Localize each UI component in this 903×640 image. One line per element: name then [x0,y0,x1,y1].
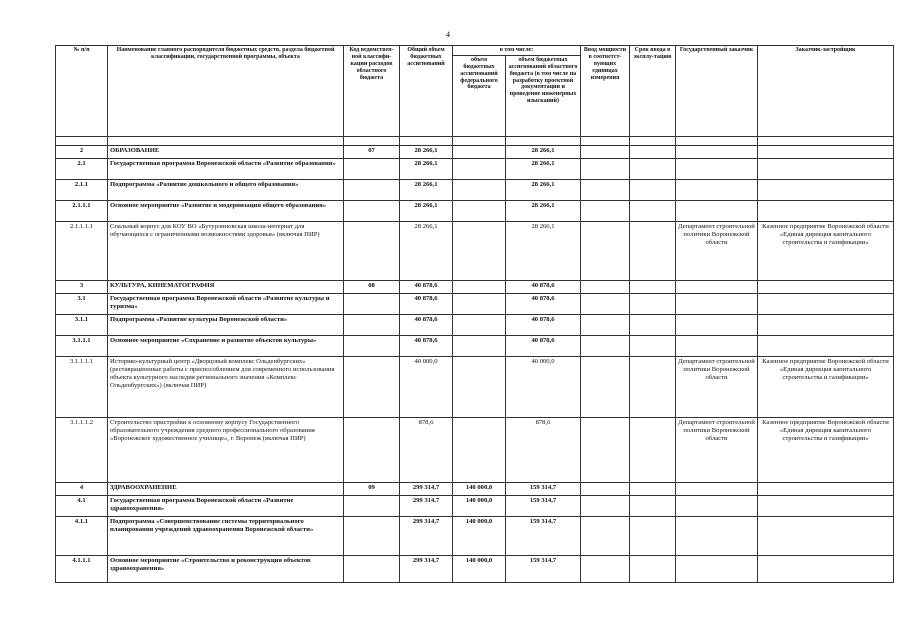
cell-deadline [630,495,676,516]
col-code-header: Код ведомствен-ной классифи-кации расходов областного бюджета [344,46,400,137]
cell-total: 299 314,7 [400,516,453,555]
cell-developer [758,335,894,356]
col-including-header: в том числе: [453,46,581,56]
cell-deadline [630,314,676,335]
col-name-header: Наименование главного распорядителя бюджетных средств, раздела бюджетной классификации, государственной программы, объекта [108,46,344,137]
cell-customer [676,293,758,314]
cell-federal [453,335,506,356]
cell-deadline [630,417,676,482]
cell-capacity [581,145,630,158]
col-federal-header: объем бюджетных ассигнований федерального бюджета [453,55,506,136]
cell-num: 3.1 [56,293,108,314]
cell-customer [676,158,758,179]
cell-customer [676,280,758,293]
cell-developer [758,200,894,221]
cell-capacity [581,356,630,417]
cell-developer [758,314,894,335]
cell-customer: Департамент строительной политики Воронежской области [676,221,758,280]
table-row [56,482,894,495]
table-row [56,221,894,280]
cell-num: 3.1.1.1.1 [56,356,108,417]
cell-capacity [581,221,630,280]
col-total-header: Общий объем бюджетных ассигнований [400,46,453,137]
cell-capacity [581,516,630,555]
cell-code [344,293,400,314]
cell-regional: 40 878,6 [506,314,581,335]
cell-customer [676,200,758,221]
cell-customer: Департамент строительной политики Воронежской области [676,356,758,417]
cell-developer [758,495,894,516]
cell-deadline [630,145,676,158]
cell-total: 40 878,6 [400,314,453,335]
cell-code [344,221,400,280]
table-row [56,200,894,221]
cell-capacity [581,482,630,495]
cell-developer [758,145,894,158]
cell-total: 28 266,1 [400,145,453,158]
cell-num: 2 [56,145,108,158]
spacer-row [56,136,894,145]
cell-num: 4.1.1 [56,516,108,555]
cell-deadline [630,280,676,293]
cell-federal [453,221,506,280]
cell-name: Государственная программа Воронежской области «Развитие здравоохранения» [108,495,344,516]
cell-deadline [630,516,676,555]
cell-total: 40 878,6 [400,293,453,314]
cell-code [344,200,400,221]
cell-num: 4.1 [56,495,108,516]
cell-capacity [581,280,630,293]
cell-total: 299 314,7 [400,495,453,516]
table-row [56,356,894,417]
cell-deadline [630,179,676,200]
cell-total: 299 314,7 [400,482,453,495]
table-row [56,335,894,356]
table-row [56,314,894,335]
cell-num: 2.1.1.1.1 [56,221,108,280]
cell-capacity [581,179,630,200]
cell-federal [453,200,506,221]
cell-capacity [581,555,630,582]
cell-customer [676,335,758,356]
table-row [56,293,894,314]
table-row [56,158,894,179]
table-row [56,145,894,158]
header-row [56,46,894,56]
cell-customer [676,314,758,335]
cell-developer [758,280,894,293]
cell-customer [676,145,758,158]
cell-name: КУЛЬТУРА, КИНЕМАТОГРАФИЯ [108,280,344,293]
cell-regional: 28 266,1 [506,221,581,280]
page-number: 4 [446,30,450,39]
cell-capacity [581,200,630,221]
cell-code [344,314,400,335]
cell-num: 4.1.1.1 [56,555,108,582]
col-num-header: № п/п [56,46,108,137]
cell-name: Подпрограмма «Совершенствование системы территориального планирования учреждений здравоохранения Воронежской области» [108,516,344,555]
cell-developer [758,482,894,495]
cell-customer [676,555,758,582]
col-capacity-header: Ввод мощности в соответст-вующих единицах измерения [581,46,630,137]
col-developer-header: Заказчик-застройщик [758,46,894,137]
cell-deadline [630,158,676,179]
cell-regional: 28 266,1 [506,145,581,158]
cell-num: 2.1.1.1 [56,200,108,221]
cell-deadline [630,555,676,582]
col-regional-header: объем бюджетных ассигнований областного бюджета (в том числе на разработку проектной документации и проведение инженерных изысканий) [506,55,581,136]
cell-code [344,495,400,516]
cell-deadline [630,200,676,221]
cell-regional: 40 878,6 [506,280,581,293]
cell-regional: 40 878,6 [506,293,581,314]
cell-regional: 159 314,7 [506,555,581,582]
cell-total: 40 000,0 [400,356,453,417]
cell-total: 28 266,1 [400,200,453,221]
cell-code: 09 [344,482,400,495]
cell-total: 28 266,1 [400,179,453,200]
cell-customer: Департамент строительной политики Воронежской области [676,417,758,482]
table-row [56,417,894,482]
cell-name: Строительство пристройки к основному корпусу Государственного образовательного учреждения среднего профессионального образования «Воронежское художественное училище», г. Воронеж (включая ПИР) [108,417,344,482]
cell-customer [676,516,758,555]
cell-code [344,158,400,179]
cell-deadline [630,356,676,417]
cell-total: 28 266,1 [400,221,453,280]
cell-federal [453,280,506,293]
cell-customer [676,482,758,495]
cell-name: Основное мероприятие «Развитие и модернизация общего образования» [108,200,344,221]
table-row [56,516,894,555]
cell-federal [453,417,506,482]
cell-name: Историко-культурный центр «Дворцовый комплекс Ольденбургских» (реставрационные работы с приспособлением для современного использования объекта культурного наследия регионального значения «Комплекс Ольденбургских») (включая ПИР) [108,356,344,417]
cell-name: Подпрограмма «Развитие культуры Воронежской области» [108,314,344,335]
cell-customer [676,179,758,200]
cell-regional: 878,6 [506,417,581,482]
cell-capacity [581,314,630,335]
cell-name: ЗДРАВООХРАНЕНИЕ [108,482,344,495]
cell-code [344,335,400,356]
cell-federal: 140 000,0 [453,555,506,582]
cell-code [344,179,400,200]
cell-developer: Казенное предприятие Воронежской области «Единая дирекция капитального строительства и газификации» [758,221,894,280]
cell-capacity [581,158,630,179]
cell-regional: 28 266,1 [506,200,581,221]
cell-capacity [581,293,630,314]
cell-customer [676,495,758,516]
cell-total: 878,6 [400,417,453,482]
cell-federal [453,145,506,158]
cell-total: 28 266,1 [400,158,453,179]
cell-num: 3 [56,280,108,293]
table-row [56,495,894,516]
cell-federal [453,293,506,314]
cell-num: 3.1.1 [56,314,108,335]
cell-federal [453,179,506,200]
cell-developer: Казенное предприятие Воронежской области «Единая дирекция капитального строительства и газификации» [758,356,894,417]
cell-developer [758,179,894,200]
cell-regional: 159 314,7 [506,482,581,495]
col-customer-header: Государственный заказчик [676,46,758,137]
cell-code: 07 [344,145,400,158]
cell-deadline [630,335,676,356]
cell-total: 40 878,6 [400,280,453,293]
col-deadline-header: Срок ввода в эксплу-тацию [630,46,676,137]
cell-total: 299 314,7 [400,555,453,582]
cell-regional: 28 266,1 [506,158,581,179]
cell-federal: 140 000,0 [453,516,506,555]
cell-developer [758,555,894,582]
cell-name: Основное мероприятие «Сохранение и развитие объектов культуры» [108,335,344,356]
cell-code: 08 [344,280,400,293]
cell-developer [758,158,894,179]
cell-num: 2.1 [56,158,108,179]
cell-developer: Казенное предприятие Воронежской области «Единая дирекция капитального строительства и газификации» [758,417,894,482]
cell-deadline [630,482,676,495]
cell-code [344,417,400,482]
cell-deadline [630,293,676,314]
cell-federal [453,314,506,335]
cell-capacity [581,417,630,482]
cell-num: 3.1.1.1.2 [56,417,108,482]
cell-federal [453,356,506,417]
cell-deadline [630,221,676,280]
cell-developer [758,516,894,555]
cell-federal: 140 000,0 [453,482,506,495]
cell-regional: 40 000,0 [506,356,581,417]
cell-name: Спальный корпус для КОУ ВО «Бутурлиновская школа-интернат для обучающихся с ограниченными возможностями здоровья» (включая ПИР) [108,221,344,280]
cell-capacity [581,335,630,356]
cell-federal [453,158,506,179]
cell-name: ОБРАЗОВАНИЕ [108,145,344,158]
cell-name: Государственная программа Воронежской области «Развитие культуры и туризма» [108,293,344,314]
cell-regional: 40 878,6 [506,335,581,356]
table-row [56,280,894,293]
cell-developer [758,293,894,314]
table-row [56,179,894,200]
cell-regional: 28 266,1 [506,179,581,200]
cell-total: 40 878,6 [400,335,453,356]
cell-federal: 140 000,0 [453,495,506,516]
cell-name: Подпрограмма «Развитие дошкольного и общего образования» [108,179,344,200]
cell-name: Основное мероприятие «Строительство и реконструкция объектов здравоохранения» [108,555,344,582]
cell-regional: 159 314,7 [506,495,581,516]
cell-capacity [581,495,630,516]
cell-code [344,555,400,582]
cell-regional: 159 314,7 [506,516,581,555]
cell-code [344,356,400,417]
cell-name: Государственная программа Воронежской области «Развитие образования» [108,158,344,179]
budget-table [55,45,894,583]
table-row [56,555,894,582]
cell-code [344,516,400,555]
cell-num: 4 [56,482,108,495]
cell-num: 3.1.1.1 [56,335,108,356]
cell-num: 2.1.1 [56,179,108,200]
